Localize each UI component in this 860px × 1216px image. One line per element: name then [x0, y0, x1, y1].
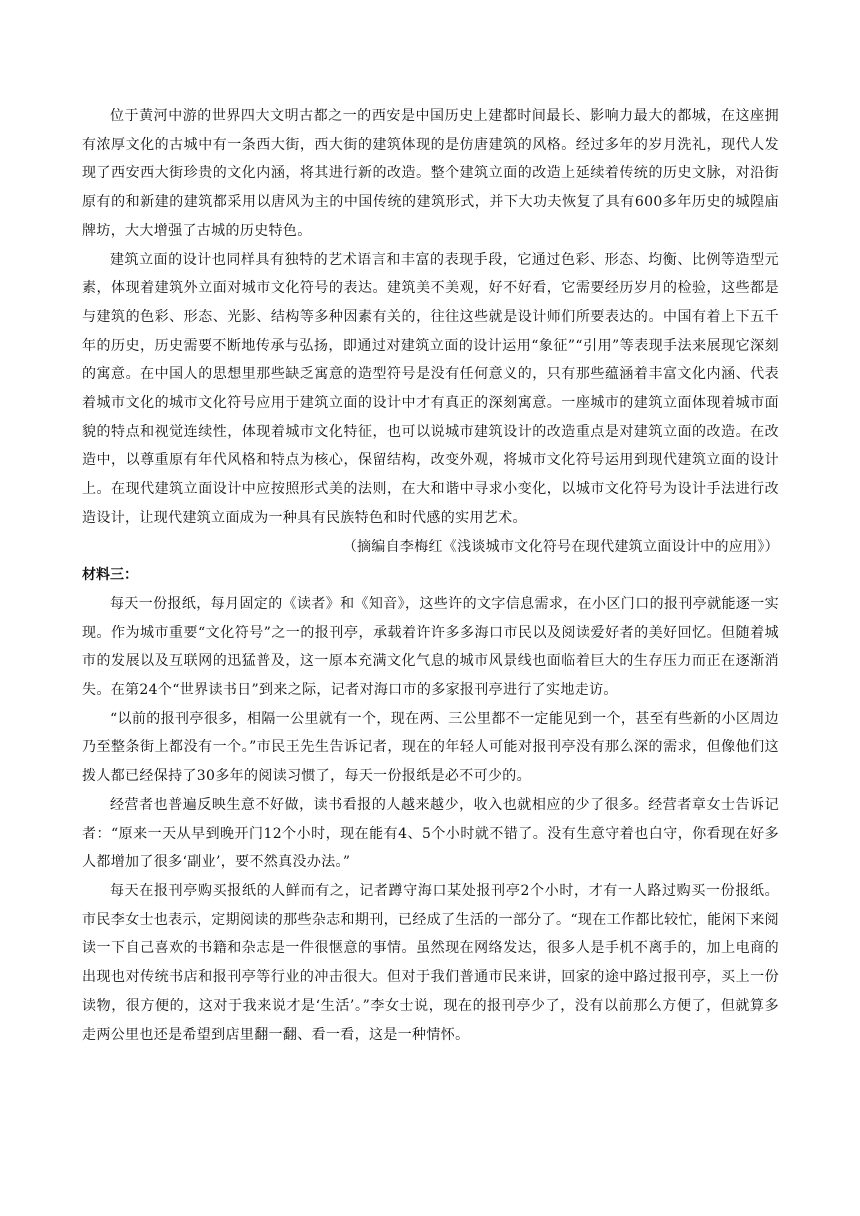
paragraph-mr-wang: “以前的报刊亭很多，相隔一公里就有一个，现在两、三公里都不一定能见到一个，甚至有些新的小区周边乃至整条街上都没有一个。”市民王先生告诉记者，现在的年轻人可能对报刊亭没有那么深的需求，但像他们这拨人都已经保持了30多年的阅读习惯了，每天一份报纸是必不可少的。: [82, 710, 779, 785]
paragraph-newsstand-intro: 每天一份报纸，每月固定的《读者》和《知音》，这些许的文字信息需求，在小区门口的报刊亭就能逐一实现。作为城市重要“文化符号”之一的报刊亭，承载着许许多多海口市民以及阅读爱好者的美好回忆。但随着城市的发展以及互联网的迅猛普及，这一原本充满文化气息的城市风景线也面临着巨大的生存压力而正在逐渐消失。在第24个“世界读书日”到来之际，记者对海口市的多家报刊亭进行了实地走访。: [82, 595, 779, 699]
material-three-heading: 材料三：: [82, 567, 138, 584]
paragraph-facade-design: 建筑立面的设计也同样具有独特的艺术语言和丰富的表现手段，它通过色彩、形态、均衡、比例等造型元素，体现着建筑外立面对城市文化符号的表达。建筑美不美观，好不好看，它需要经历岁月的检验，这些都是与建筑的色彩、形态、光影、结构等多种因素有关的，往往这些就是设计师们所要表达的。中国有着上下五千年的历史，历史需要不断地传承与弘扬，即通过对建筑立面的设计运用“象征”“引用”等表现手法来展现它深刻的寓意。在中国人的思想里那些缺乏寓意的造型符号是没有任何意义的，只有那些蕴涵着丰富文化内涵、代表着城市文化的城市文化符号应用于建筑立面的设计中才有真正的深刻寓意。一座城市的建筑立面体现着城市面貌的特点和视觉连续性，体现着城市文化特征，也可以说城市建筑设计的改造重点是对建筑立面的改造。在改造中，以尊重原有年代风格和特点为核心，保留结构，改变外观，将城市文化符号运用到现代建筑立面的设计上。在现代建筑立面设计中应按照形式美的法则，在大和谐中寻求小变化，以城市文化符号为设计手法进行改造设计，让现代建筑立面成为一种具有民族特色和时代感的实用艺术。: [82, 251, 779, 526]
document-page: [82, 102, 779, 1049]
paragraph-ms-li: 每天在报刊亭购买报纸的人鲜而有之，记者蹲守海口某处报刊亭2个小时，才有一人路过购买一份报纸。市民李女士也表示，定期阅读的那些杂志和期刊，已经成了生活的一部分了。“现在工作都比较忙，能闲下来阅读一下自己喜欢的书籍和杂志是一件很惬意的事情。虽然现在网络发达，很多人是手机不离手的，加上电商的出现也对传统书店和报刊亭等行业的冲击很大。但对于我们普通市民来讲，回家的途中路过报刊亭，买上一份读物，很方便的，这对于我来说才是‘生活’。”李女士说，现在的报刊亭少了，没有以前那么方便了，但就算多走两公里也还是希望到店里翻一翻、看一看，这是一种情怀。: [82, 882, 779, 1043]
paragraph-operator-zhang: 经营者也普遍反映生意不好做，读书看报的人越来越少，收入也就相应的少了很多。经营者章女士告诉记者：“原来一天从早到晚开门12个小时，现在能有4、5个小时就不错了。没有生意守着也白守，你看现在好多人都增加了很多‘副业’，要不然真没办法。”: [82, 796, 779, 871]
paragraph-xian-west-street: 位于黄河中游的世界四大文明古都之一的西安是中国历史上建都时间最长、影响力最大的都城，在这座拥有浓厚文化的古城中有一条西大街，西大街的建筑体现的是仿唐建筑的风格。经过多年的岁月洗礼，现代人发现了西安西大街珍贵的文化内涵，将其进行新的改造。整个建筑立面的改造上延续着传统的历史文脉，对沿街原有的和新建的建筑都采用以唐风为主的中国传统的建筑形式，并下大功夫恢复了具有600多年历史的城隍庙牌坊，大大增强了古城的历史特色。: [82, 108, 779, 239]
source-citation: （摘编自李梅红《浅谈城市文化符号在现代建筑立面设计中的应用》）: [342, 538, 779, 555]
